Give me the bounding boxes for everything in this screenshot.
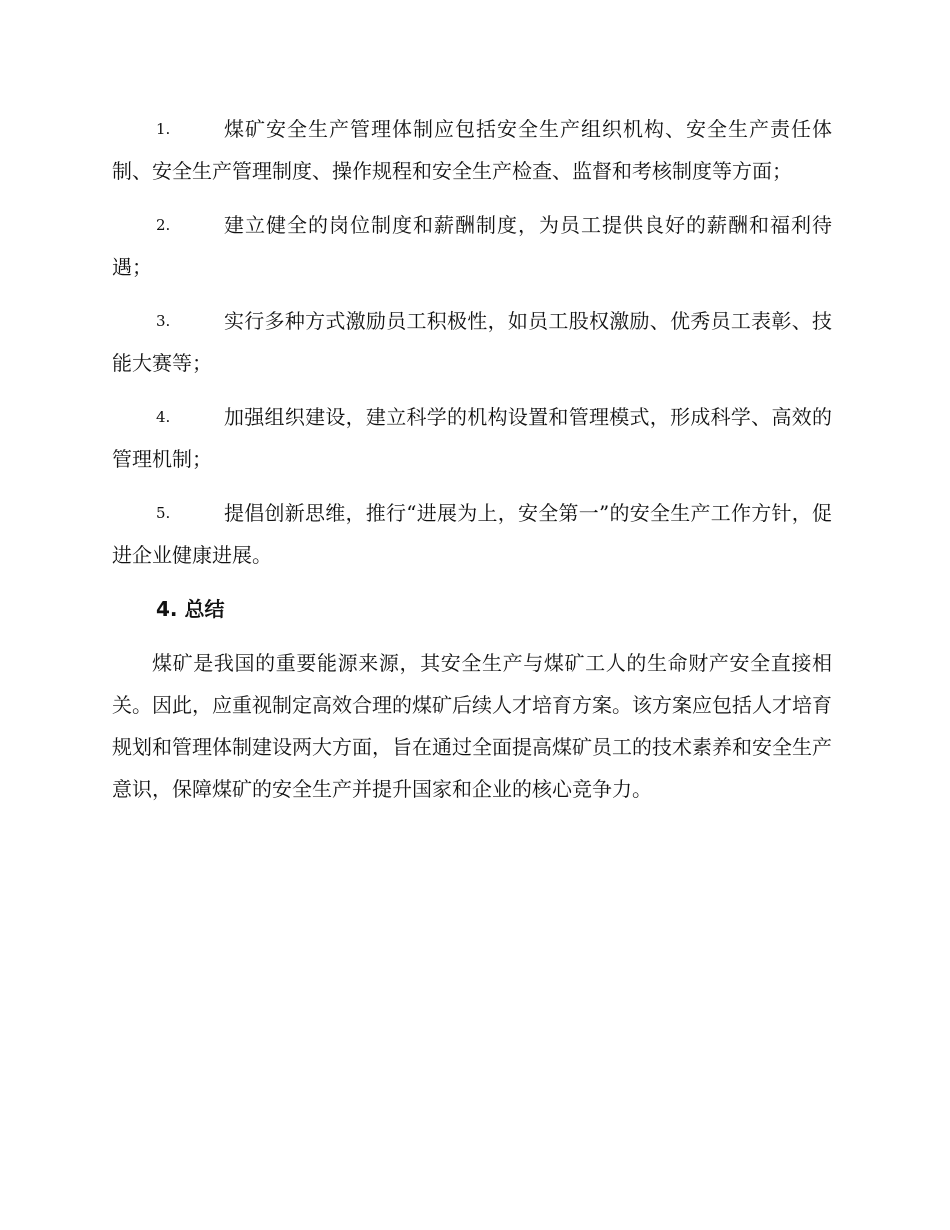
list-item	[112, 396, 832, 480]
list-item	[112, 492, 832, 576]
list-item	[112, 300, 832, 384]
list-item	[112, 108, 832, 192]
list-number: 5.	[156, 504, 171, 522]
list-text: 提倡创新思维，推行“进展为上，安全第一”的安全生产工作方针，促进企业健康进展。	[112, 501, 832, 567]
list-number: 1.	[156, 120, 171, 138]
document-content	[112, 108, 832, 810]
section-heading: 4. 总结	[156, 597, 225, 621]
list-text: 煤矿安全生产管理体制应包括安全生产组织机构、安全生产责任体制、安全生产管理制度、操作规程和安全生产检查、监督和考核制度等方面；	[112, 117, 832, 183]
list-text: 建立健全的岗位制度和薪酬制度，为员工提供良好的薪酬和福利待遇；	[112, 213, 832, 279]
list-text: 加强组织建设，建立科学的机构设置和管理模式，形成科学、高效的管理机制；	[112, 405, 832, 471]
list-number: 3.	[156, 312, 171, 330]
list-text: 实行多种方式激励员工积极性，如员工股权激励、优秀员工表彰、技能大赛等；	[112, 309, 832, 375]
summary-paragraph: 煤矿是我国的重要能源来源，其安全生产与煤矿工人的生命财产安全直接相关。因此，应重视制定高效合理的煤矿后续人才培育方案。该方案应包括人才培育规划和管理体制建设两大方面，旨在通过全面提高煤矿员工的技术素养和安全生产意识，保障煤矿的安全生产并提升国家和企业的核心竞争力。	[112, 651, 832, 801]
list-number: 4.	[156, 408, 171, 426]
list-number: 2.	[156, 216, 171, 234]
list-item	[112, 204, 832, 288]
